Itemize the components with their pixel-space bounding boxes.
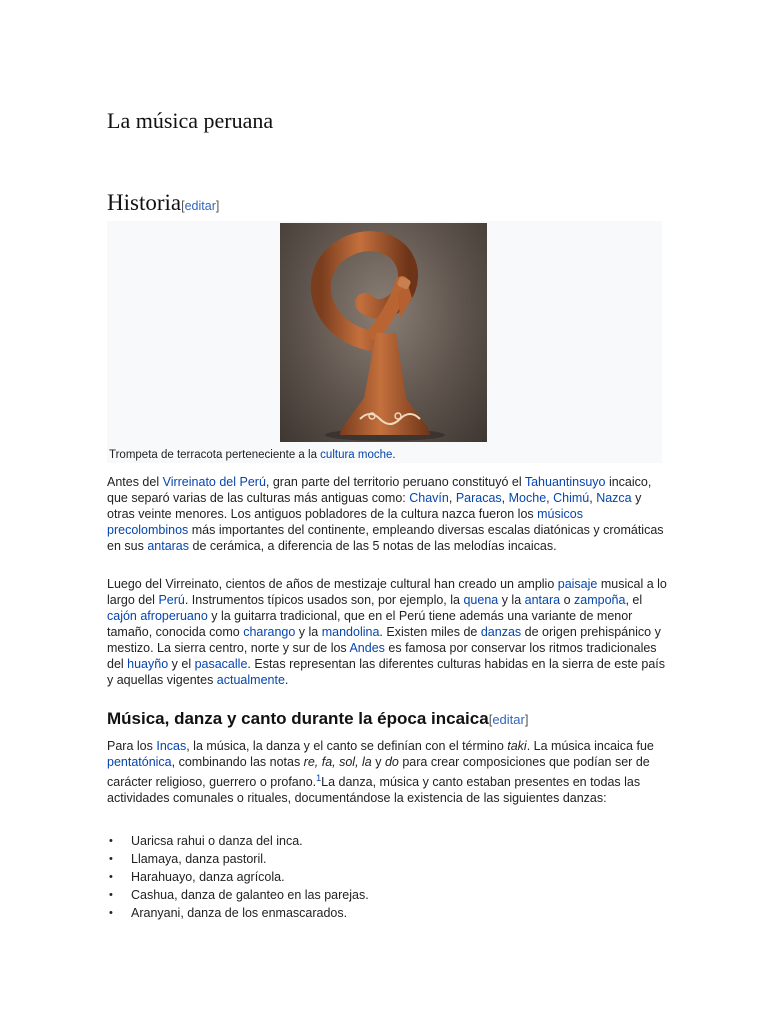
text: , la música, la danza y el canto se definían con el término	[186, 739, 508, 753]
text: ,	[589, 491, 597, 505]
caption-text: Trompeta de terracota perteneciente a la	[109, 449, 321, 461]
list-item: • Cashua, danza de galanteo en las parejas.	[107, 886, 369, 904]
list-item: • Llamaya, danza pastoril.	[107, 850, 369, 868]
text: para crear composiciones que podían ser de carácter religioso, guerrero o profano.	[107, 755, 650, 790]
edit-link-subsection[interactable]: [editar]	[488, 712, 529, 727]
link-antaras[interactable]: antaras	[147, 539, 190, 553]
text: musical a lo largo del	[107, 577, 667, 607]
text: y la	[498, 593, 525, 607]
link-pasacalle[interactable]: pasacalle	[194, 657, 248, 671]
text: . Existen miles de	[379, 625, 481, 639]
term-taki: taki	[507, 739, 527, 753]
link-antara[interactable]: antara	[524, 593, 561, 607]
link-cultura-moche[interactable]: cultura moche	[320, 449, 393, 461]
text: y otras veinte menores. Los antiguos pobladores de la cultura nazca fueron los	[107, 491, 642, 521]
link-danzas[interactable]: danzas	[480, 625, 522, 639]
link-pentatonica[interactable]: pentatónica	[107, 755, 172, 769]
edit-link-label[interactable]: editar	[184, 199, 216, 213]
text: . Estas representan las diferentes culturas habidas en la sierra de este país y aquellas vigentes	[107, 657, 666, 687]
edit-link-label[interactable]: editar	[492, 712, 525, 727]
paragraph-1	[107, 474, 667, 554]
paragraph-2	[107, 576, 667, 688]
text: Para los	[107, 739, 157, 753]
subsection-heading-text: Música, danza y canto durante la época incaica	[107, 709, 489, 728]
text: ,	[448, 491, 456, 505]
link-quena[interactable]: quena	[463, 593, 499, 607]
note-do: do	[384, 755, 399, 769]
link-actualmente[interactable]: actualmente	[216, 673, 285, 687]
section-heading-historia	[107, 188, 662, 223]
link-peru[interactable]: Perú	[158, 593, 185, 607]
text: Luego del Virreinato, cientos de años de mestizaje cultural han creado un amplio	[107, 577, 558, 591]
list-item: • Aranyani, danza de los enmascarados.	[107, 904, 369, 922]
page-title: La música peruana	[107, 108, 274, 133]
reference-link[interactable]: 1	[316, 773, 322, 783]
text: .	[284, 673, 289, 687]
text: y	[371, 755, 385, 769]
link-virreinato[interactable]: Virreinato del Perú	[162, 475, 266, 489]
figure-thumb	[107, 221, 662, 463]
list-item: • Harahuayo, danza agrícola.	[107, 868, 369, 886]
dance-list	[107, 832, 369, 922]
link-chimu[interactable]: Chimú	[553, 491, 590, 505]
link-tahuantinsuyo[interactable]: Tahuantinsuyo	[524, 475, 606, 489]
link-paisaje[interactable]: paisaje	[557, 577, 598, 591]
link-paracas[interactable]: Paracas	[455, 491, 502, 505]
list-item: • Uaricsa rahui o danza del inca.	[107, 832, 369, 850]
link-chavin[interactable]: Chavín	[409, 491, 449, 505]
section-heading-text: Historia	[107, 190, 182, 215]
text: Antes del	[107, 475, 163, 489]
figure-caption	[109, 449, 396, 461]
link-zampona[interactable]: zampoña	[574, 593, 626, 607]
text: de origen prehispánico y mestizo. La sierra centro, norte y sur de los	[107, 625, 661, 655]
link-charango[interactable]: charango	[243, 625, 296, 639]
link-cajon-afroperuano[interactable]: cajón afroperuano	[107, 609, 208, 623]
notes: re, fa, sol, la	[303, 755, 372, 769]
edit-link-historia[interactable]: [editar]	[181, 199, 220, 213]
link-moche[interactable]: Moche	[508, 491, 547, 505]
link-incas[interactable]: Incas	[156, 739, 187, 753]
text: . Instrumentos típicos usados son, por ejemplo, la	[184, 593, 464, 607]
text: La danza, música y canto estaban presentes en todas las actividades comunales o rituales, documentándose la existencia de las siguientes danzas:	[107, 775, 641, 806]
terracotta-trumpet-photo[interactable]	[280, 223, 487, 442]
text: , combinando las notas	[171, 755, 304, 769]
text: es famosa por conservar los ritmos tradicionales del	[107, 641, 657, 671]
text: . La música incaica fue	[526, 739, 654, 753]
text: , el	[625, 593, 643, 607]
link-musicos-precolombinos[interactable]: músicos precolombinos	[107, 507, 583, 537]
link-nazca[interactable]: Nazca	[596, 491, 632, 505]
link-huayno[interactable]: huayño	[127, 657, 169, 671]
text: de cerámica, a diferencia de las 5 notas de las melodías incaicas.	[189, 539, 557, 553]
link-mandolina[interactable]: mandolina	[321, 625, 380, 639]
text: y la guitarra tradicional, que en el Perú tiene además una variante de menor tamaño, conocida como	[107, 609, 633, 639]
text: y la	[295, 625, 322, 639]
text: ,	[546, 491, 554, 505]
text: o	[560, 593, 574, 607]
text: incaico, que separó varias de las culturas más antiguas como:	[107, 475, 652, 505]
text: , gran parte del territorio peruano constituyó el	[265, 475, 525, 489]
link-andes[interactable]: Andes	[349, 641, 385, 655]
terracotta-trumpet-image	[280, 223, 487, 442]
subsection-heading	[107, 709, 528, 729]
caption-end: .	[392, 449, 396, 461]
paragraph-3	[107, 738, 667, 806]
text: y el	[168, 657, 195, 671]
text: más importantes del continente, empleando diversas escalas diatónicas y cromáticas en sus	[107, 523, 664, 553]
text: ,	[501, 491, 509, 505]
